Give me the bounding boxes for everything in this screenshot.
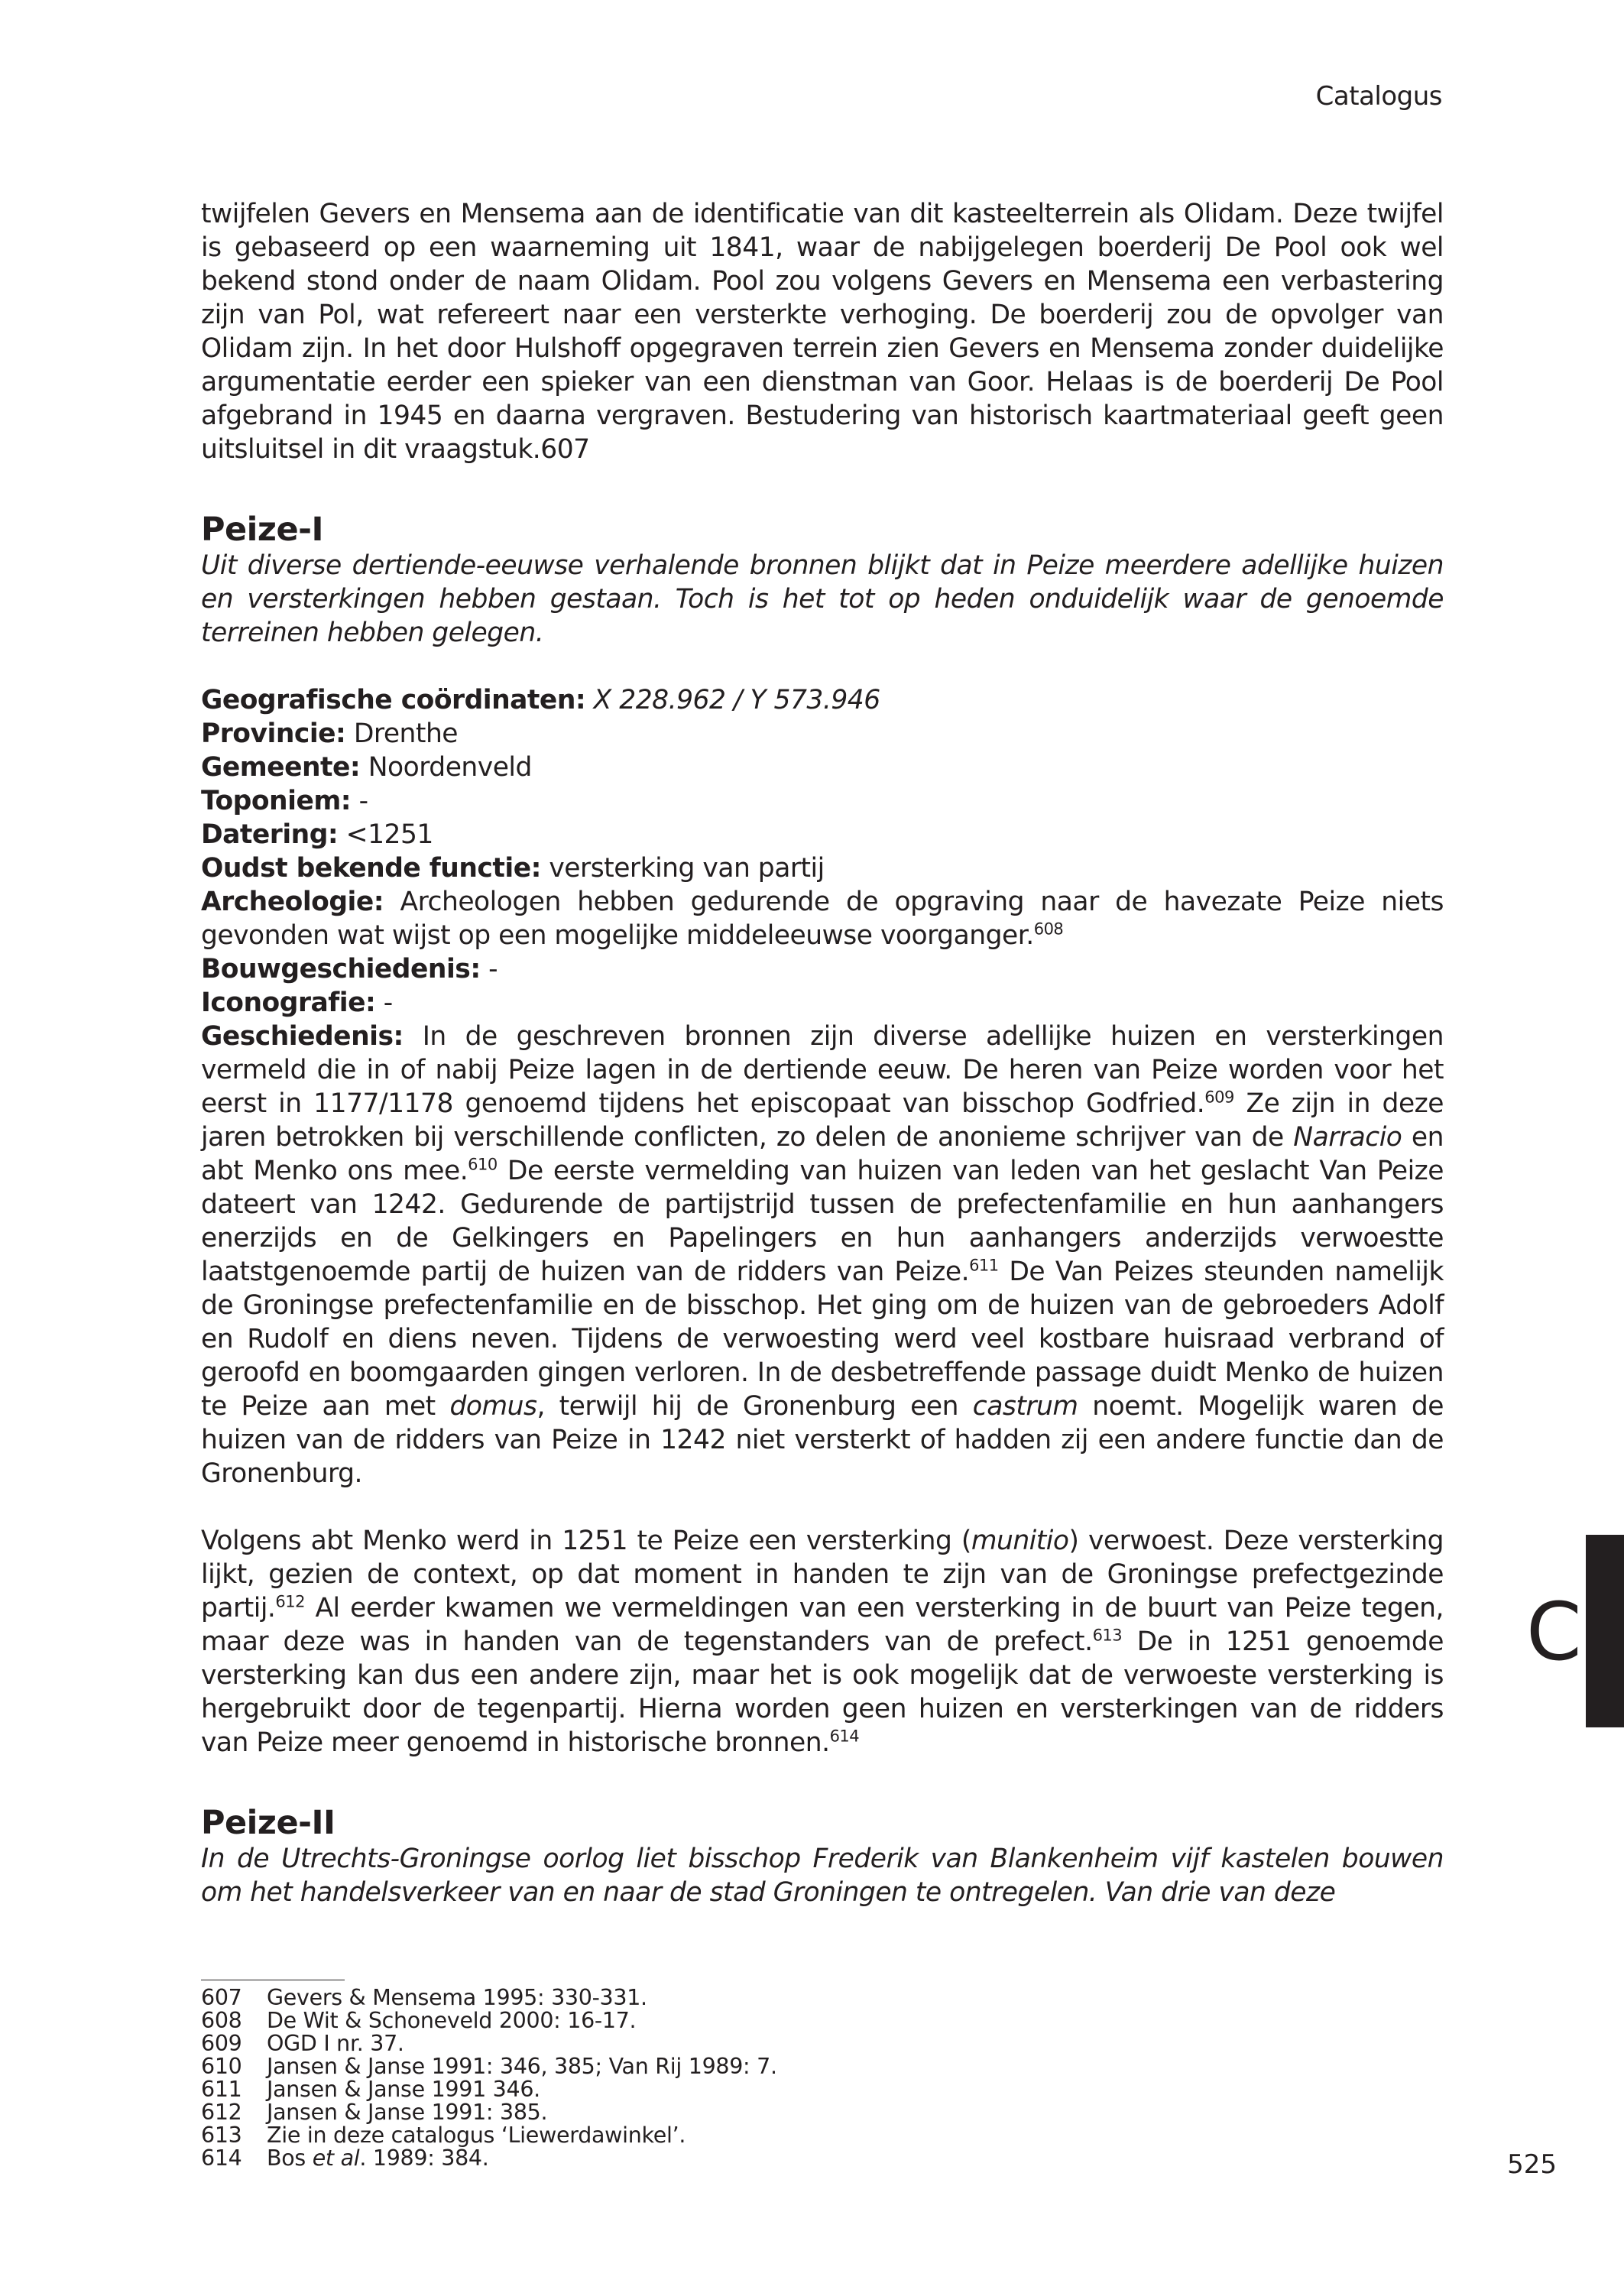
footnote-text: Zie in deze catalogus ‘Liewerdawinkel’.	[267, 2123, 686, 2148]
section-intro-peize-ii: In de Utrechts-Groningse oorlog liet bisschop Frederik van Blankenheim vijf kastelen bouwen om het handelsverkeer van en naar de stad Groningen te ontregelen. Van drie van deze	[201, 1844, 1444, 1908]
footnote-item	[201, 1987, 1118, 2009]
section-heading-peize-ii: Peize-II	[201, 1804, 335, 1842]
footnote-text-part: . 1989: 384.	[359, 2145, 489, 2171]
section-intro-peize-i: Uit diverse dertiende-eeuwse verhalende bronnen blijkt dat in Peize meerdere adellijke huizen en versterkingen hebben gestaan. Toch is het tot op heden onduidelijk waar de genoemde terreinen hebben gelegen.	[201, 550, 1444, 648]
footnote-text: Jansen & Janse 1991: 346, 385; Van Rij 1989: 7.	[267, 2054, 777, 2079]
field-label: Provincie:	[201, 718, 346, 749]
field-oudst-bekende-functie	[201, 851, 1444, 885]
field-label: Archeologie:	[201, 887, 384, 917]
footnote-ref: 611	[969, 1256, 999, 1275]
main-text	[201, 197, 1444, 1909]
field-coordinates	[201, 683, 1444, 717]
field-label: Iconografie:	[201, 988, 376, 1018]
field-label: Bouwgeschiedenis:	[201, 954, 481, 984]
text-run: en abt Menko ons mee.	[201, 1122, 1444, 1186]
field-datering	[201, 818, 1444, 851]
footnote-text: Jansen & Janse 1991: 385.	[267, 2100, 548, 2125]
page-number: 525	[1507, 2149, 1557, 2180]
footnote-ref: 613	[1092, 1626, 1123, 1645]
footnote-text: Jansen & Janse 1991 346.	[267, 2077, 540, 2102]
field-value: Archeologen hebben gedurende de opgraving naar de havezate Peize niets gevonden wat wijst op een mogelijke middeleeuwse voorganger.	[201, 887, 1444, 951]
field-value: -	[358, 786, 368, 816]
italic-term: castrum	[972, 1391, 1078, 1422]
text-run: De in 1251 genoemde versterking kan dus een andere zijn, maar het is ook mogelijk dat de verwoeste versterking is hergebruikt door de tegenpartij. Hierna worden geen huizen en versterkingen van de ridders van Peize meer genoemd in historische bronnen.	[201, 1627, 1444, 1758]
paragraph-munitio	[201, 1524, 1444, 1759]
italic-term: domus	[449, 1391, 537, 1422]
text-run: Al eerder kwamen we vermeldingen van een versterking in de buurt van Peize tegen, maar deze was in handen van de tegenstanders van de prefect.	[201, 1593, 1444, 1657]
footnote-text	[267, 2147, 489, 2170]
text-run: ) verwoest. Deze versterking lijkt, gezien de context, op dat moment in handen te zijn van de Groningse prefectgezinde partij.	[201, 1526, 1444, 1623]
footnote-number: 612	[201, 2100, 242, 2125]
footnote-number: 608	[201, 2008, 242, 2033]
footnote-text-part: Bos	[267, 2145, 313, 2171]
footnote-number: 607	[201, 1985, 242, 2010]
footnote-text: OGD I nr. 37.	[267, 2031, 404, 2056]
field-label: Geografische coördinaten:	[201, 685, 586, 715]
footnote-ref: 608	[1033, 919, 1064, 939]
footnote-ref: 610	[468, 1155, 498, 1174]
running-header: Catalogus	[1315, 81, 1442, 112]
footnote-text: De Wit & Schoneveld 2000: 16-17.	[267, 2008, 637, 2033]
text-run: Ze zijn in deze jaren betrokken bij verschillende conflicten, zo delen de anonieme schrijver van de	[201, 1088, 1444, 1153]
footnote-number: 610	[201, 2054, 242, 2079]
field-value: versterking van partij	[549, 853, 825, 884]
footnotes	[201, 1980, 1118, 2170]
field-value: -	[383, 988, 393, 1018]
catalogue-fields	[201, 683, 1444, 1490]
field-bouwgeschiedenis	[201, 952, 1444, 986]
footnote-ref: 612	[275, 1592, 305, 1611]
field-archeologie	[201, 885, 1444, 952]
text-run: Volgens abt Menko werd in 1251 te Peize een versterking (	[201, 1526, 971, 1556]
footnote-item	[201, 2124, 1118, 2147]
field-value: X 228.962 / Y 573.946	[593, 685, 880, 715]
field-label: Gemeente:	[201, 752, 361, 783]
field-gemeente	[201, 751, 1444, 784]
field-label: Datering:	[201, 819, 339, 850]
section-thumb-letter: C	[1526, 1585, 1582, 1678]
footnote-number: 609	[201, 2031, 242, 2056]
text-run: noemt. Mogelijk waren de huizen van de ridders van Peize in 1242 niet versterkt of hadden zij een andere functie dan de Gronenburg.	[201, 1391, 1444, 1489]
field-value: -	[488, 954, 498, 984]
text-run: , terwijl hij de Gronenburg een	[536, 1391, 958, 1422]
text-run: De Van Peizes steunden namelijk de Groningse prefectenfamilie en de bisschop. Het ging om de huizen van de gebroeders Adolf en Rudolf en diens neven. Tijdens de verwoesting werd veel kostbare huisraad verbrand of geroofd en boomgaarden gingen verloren. In de desbetreffende passage duidt Menko de huizen te Peize aan met	[201, 1257, 1444, 1422]
footnote-ref: 609	[1204, 1088, 1234, 1107]
footnote-item	[201, 2078, 1118, 2101]
footnote-number: 613	[201, 2123, 242, 2148]
field-value: Noordenveld	[368, 752, 532, 783]
italic-term: munitio	[971, 1526, 1069, 1556]
field-label: Toponiem:	[201, 786, 352, 816]
text-run: De eerste vermelding van huizen van leden van het geslacht Van Peize dateert van 1242. Gedurende de partijstrijd tussen de prefectenfamilie en hun aanhangers enerzijds en de Gelkingers en Papelingers en hun aanhangers anderzijds verwoestte laatstgenoemde partij de huizen van de ridders van Peize.	[201, 1156, 1444, 1287]
section-thumb-tab	[1586, 1535, 1624, 1727]
footnote-italic: et al	[312, 2145, 360, 2171]
footnote-number: 611	[201, 2077, 242, 2102]
continuation-paragraph: twijfelen Gevers en Mensema aan de identificatie van dit kasteelterrein als Olidam. Deze twijfel is gebaseerd op een waarneming uit 1841, waar de nabijgelegen boerderij De Pool ook wel bekend stond onder de naam Olidam. Pool zou volgens Gevers en Mensema een verbastering zijn van Pol, wat refereert naar een versterkte verhoging. De boerderij zou de opvolger van Olidam zijn. In het door Hulshoff opgegraven terrein zien Gevers en Mensema zonder duidelijke argumentatie eerder een spieker van een dienstman van Goor. Helaas is de boerderij De Pool afgebrand in 1945 en daarna vergraven. Bestudering van historisch kaartmateriaal geeft geen uitsluitsel in dit vraagstuk.607	[201, 199, 1444, 465]
footnote-text: Gevers & Mensema 1995: 330-331.	[267, 1985, 647, 2010]
footnote-item	[201, 2101, 1118, 2124]
field-toponiem	[201, 784, 1444, 818]
field-value: <1251	[345, 819, 433, 850]
footnote-item	[201, 2147, 1118, 2170]
section-heading-peize-i: Peize-I	[201, 511, 323, 549]
field-provincie	[201, 717, 1444, 751]
field-label: Oudst bekende functie:	[201, 853, 541, 884]
footnote-item	[201, 2009, 1118, 2032]
field-value: Drenthe	[353, 718, 459, 749]
italic-term: Narracio	[1293, 1122, 1402, 1153]
footnote-item	[201, 2032, 1118, 2055]
footnote-number: 614	[201, 2145, 242, 2171]
footnote-item	[201, 2055, 1118, 2078]
footnote-ref: 614	[829, 1727, 860, 1746]
text-run: In de geschreven bronnen zijn diverse adellijke huizen en versterkingen vermeld die in of nabij Peize lagen in de dertiende eeuw. De heren van Peize worden voor het eerst in 1177/1178 genoemd tijdens het episcopaat van bisschop Godfried.	[201, 1021, 1444, 1119]
field-label: Geschiedenis:	[201, 1021, 404, 1052]
field-geschiedenis	[201, 1020, 1444, 1490]
field-iconografie	[201, 986, 1444, 1020]
